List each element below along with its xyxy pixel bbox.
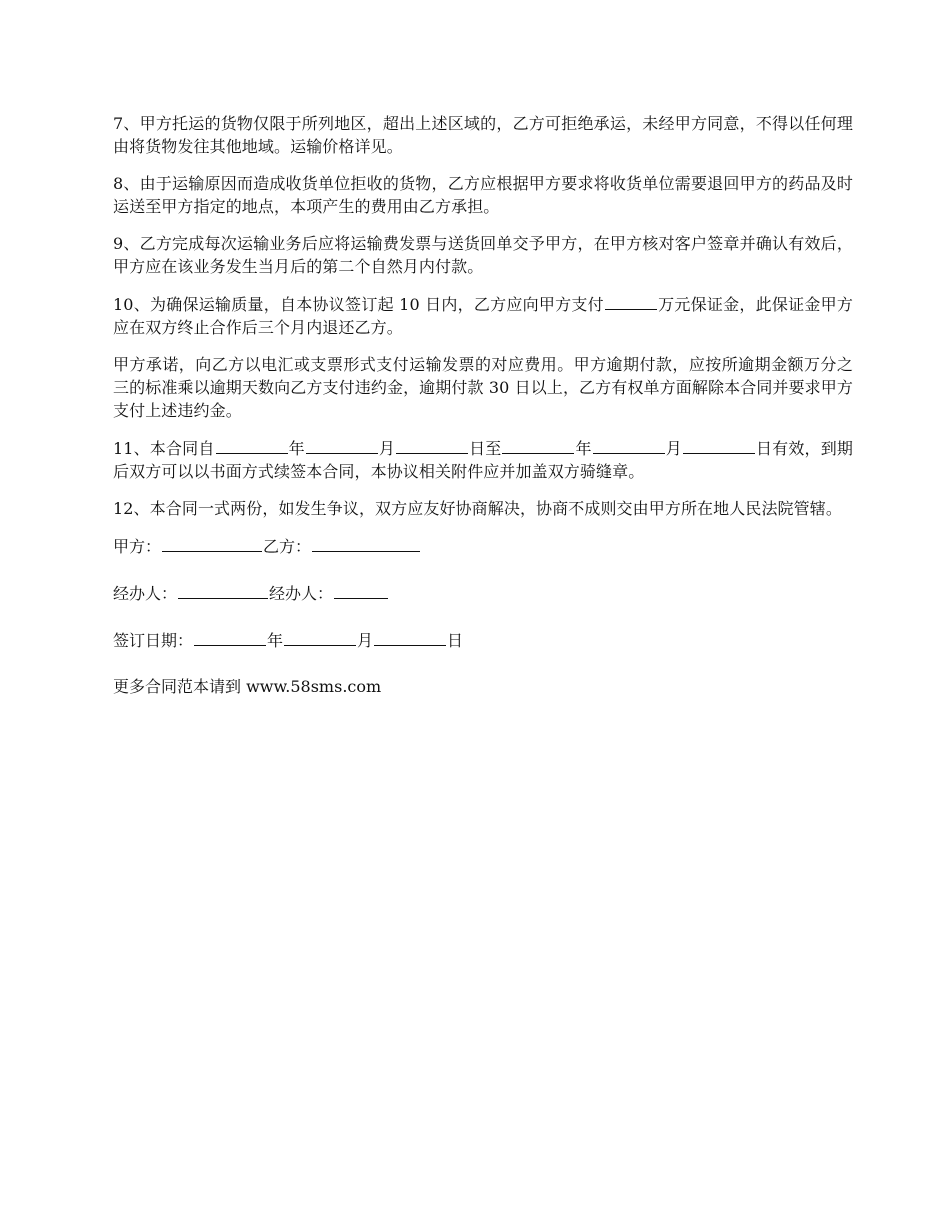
sign-date-label: 签订日期： [113, 631, 194, 650]
party-b-blank [312, 534, 420, 552]
clause-11-year: 年 [288, 439, 305, 458]
clause-9: 9、乙方完成每次运输业务后应将运输费发票与送货回单交予甲方，在甲方核对客户签章并确认有效后，甲方应在该业务发生当月后的第二个自然月内付款。 [113, 234, 853, 276]
party-b-label: 乙方： [263, 537, 312, 556]
party-signature-line [113, 534, 853, 558]
deposit-blank [605, 292, 657, 310]
clause-11-prefix: 11、本合同自 [113, 439, 215, 458]
clause-10-text-b: 万元保证金，此保证金甲方应在双方终止合作后三个月内退还乙方。 [113, 295, 853, 337]
clause-11 [113, 436, 853, 483]
agent-a-blank [178, 581, 268, 599]
sign-year-blank [194, 628, 266, 646]
start-day-blank [396, 436, 468, 454]
agent-b-label: 经办人： [269, 584, 334, 603]
payment-clause: 甲方承诺，向乙方以电汇或支票形式支付运输发票的对应费用。甲方逾期付款，应按所逾期金额万分之三的标准乘以逾期天数向乙方支付违约金，逾期付款 30 日以上，乙方有权单方面解除本合同并要求甲方支付上述违约金。 [113, 355, 853, 420]
end-month-blank [593, 436, 665, 454]
start-year-blank [216, 436, 288, 454]
sign-month-label: 月 [357, 631, 374, 650]
sign-day-blank [374, 628, 446, 646]
sign-month-blank [284, 628, 356, 646]
end-day-blank [683, 436, 755, 454]
clause-11-year2: 年 [575, 439, 592, 458]
clause-8: 8、由于运输原因而造成收货单位拒收的货物，乙方应根据甲方要求将收货单位需要退回甲方的药品及时运送至甲方指定的地点，本项产生的费用由乙方承担。 [113, 174, 853, 216]
clause-10-text-a: 10、为确保运输质量，自本协议签订起 10 日内，乙方应向甲方支付 [113, 295, 604, 314]
party-a-label: 甲方： [113, 537, 162, 556]
footer-link-text: 更多合同范本请到 www.58sms.com [113, 677, 382, 696]
party-a-blank [162, 534, 262, 552]
agent-b-blank [334, 581, 388, 599]
agent-a-label: 经办人： [113, 584, 178, 603]
clause-12: 12、本合同一式两份，如发生争议，双方应友好协商解决，协商不成则交由甲方所在地人民法院管辖。 [113, 499, 842, 518]
clause-10 [113, 292, 853, 339]
clause-11-month: 月 [378, 439, 395, 458]
clause-7: 7、甲方托运的货物仅限于所列地区，超出上述区域的，乙方可拒绝承运，未经甲方同意，不得以任何理由将货物发往其他地域。运输价格详见。 [113, 114, 853, 156]
sign-date-line [113, 628, 853, 652]
contract-body [113, 112, 853, 721]
clause-11-suffix: 日有效，到期后双方可以以书面方式续签本合同，本协议相关附件应并加盖双方骑缝章。 [113, 439, 853, 481]
sign-day-label: 日 [447, 631, 464, 650]
end-year-blank [502, 436, 574, 454]
start-month-blank [306, 436, 378, 454]
sign-year-label: 年 [267, 631, 284, 650]
clause-11-to: 日至 [469, 439, 502, 458]
clause-11-month2: 月 [665, 439, 682, 458]
agent-signature-line [113, 581, 853, 605]
